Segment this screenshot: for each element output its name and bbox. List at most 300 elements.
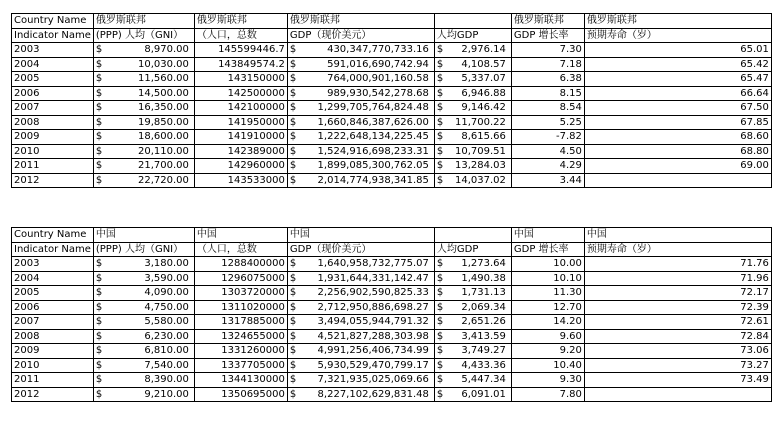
currency-symbol: $ [289,58,297,70]
data-cell[interactable] [511,300,584,315]
cell-value: 6,091.01 [461,388,506,400]
data-cell[interactable] [511,115,584,130]
header-row [12,228,772,243]
header-cell-text: Country Name [14,15,87,27]
data-cell[interactable] [93,358,194,373]
cell-value: 4,108.57 [461,58,506,70]
data-cell[interactable] [287,329,434,344]
cell-value: 68.80 [740,145,769,157]
data-cell[interactable] [93,101,194,116]
data-cell[interactable] [194,300,287,315]
data-cell[interactable] [511,387,584,402]
data-cell[interactable] [194,315,287,330]
currency-symbol: $ [289,388,297,400]
data-cell[interactable] [93,173,194,188]
data-cell[interactable] [434,57,511,72]
data-cell[interactable] [194,57,287,72]
year-cell[interactable] [12,159,94,174]
data-cell[interactable] [287,86,434,101]
year-cell[interactable] [12,315,94,330]
data-cell[interactable] [287,315,434,330]
cell-value: 65.01 [740,44,769,56]
data-cell[interactable] [93,286,194,301]
data-cell[interactable] [511,344,584,359]
data-cell[interactable] [584,344,771,359]
cell-value: 141950000 [227,116,285,128]
cell-value: 764,000,901,160.58 [327,73,429,85]
cell-value: 2009 [14,131,40,143]
currency-symbol: $ [289,287,297,299]
cell-value: 1337705000 [221,359,285,371]
data-cell[interactable] [584,43,771,58]
data-cell[interactable] [93,387,194,402]
data-cell[interactable] [93,300,194,315]
data-cell[interactable] [584,387,771,402]
cell-value: 2003 [14,258,40,270]
header-cell[interactable] [287,14,434,29]
year-cell[interactable] [12,271,94,286]
data-cell[interactable] [287,173,434,188]
data-cell[interactable] [93,72,194,87]
data-cell[interactable] [434,300,511,315]
cell-value: 1,524,916,698,233.31 [317,145,429,157]
cell-value: 1317885000 [221,316,285,328]
year-cell[interactable] [12,43,94,58]
header-cell-text: 预期寿命（岁） [586,29,657,41]
header-cell-text: 俄罗斯联邦 [95,15,146,27]
year-cell[interactable] [12,115,94,130]
cell-value: 2,069.34 [461,301,506,313]
data-cell[interactable] [287,373,434,388]
cell-value: 7.18 [559,58,582,70]
data-cell[interactable] [584,130,771,145]
data-cell[interactable] [287,144,434,159]
data-cell[interactable] [434,130,511,145]
data-cell[interactable] [511,257,584,272]
cell-value: 143533000 [227,174,285,186]
cell-value: 14.20 [553,316,582,328]
year-cell[interactable] [12,387,94,402]
cell-value: 1,731.13 [461,287,506,299]
cell-value: 2005 [14,73,40,85]
data-cell[interactable] [584,159,771,174]
data-cell[interactable] [287,387,434,402]
cell-value: 1288400000 [221,258,285,270]
data-cell[interactable] [584,358,771,373]
table-row [12,159,772,174]
cell-value: 12.70 [553,301,582,313]
data-cell[interactable] [584,315,771,330]
cell-value: 4,090.00 [144,287,189,299]
header-cell[interactable] [434,28,511,43]
data-cell[interactable] [194,344,287,359]
data-cell[interactable] [93,329,194,344]
header-cell[interactable] [584,14,771,29]
cell-value: 1,660,846,387,626.00 [317,116,429,128]
cell-value: 7,540.00 [144,359,189,371]
data-cell[interactable] [434,86,511,101]
cell-value: 67.85 [740,116,769,128]
cell-value: 2012 [14,174,40,186]
cell-value: 8,227,102,629,831.48 [317,388,429,400]
currency-symbol: $ [436,131,444,143]
cell-value: 7.80 [559,388,582,400]
header-cell[interactable] [434,14,511,29]
data-cell[interactable] [287,101,434,116]
data-cell[interactable] [93,144,194,159]
currency-symbol: $ [436,388,444,400]
data-cell[interactable] [511,86,584,101]
data-cell[interactable] [434,329,511,344]
data-cell[interactable] [194,373,287,388]
header-cell[interactable] [194,28,287,43]
data-cell[interactable] [584,57,771,72]
data-cell[interactable] [511,101,584,116]
data-cell[interactable] [584,286,771,301]
cell-value: 10,709.51 [454,145,506,157]
data-cell[interactable] [434,144,511,159]
year-cell[interactable] [12,130,94,145]
cell-value: 72.61 [740,316,769,328]
cell-value: 7.30 [559,44,582,56]
header-cell[interactable] [287,28,434,43]
data-cell[interactable] [434,271,511,286]
data-cell[interactable] [434,257,511,272]
header-cell[interactable] [194,14,287,29]
data-cell[interactable] [287,257,434,272]
data-cell[interactable] [511,144,584,159]
cell-value: 72.84 [740,330,769,342]
year-cell[interactable] [12,257,94,272]
currency-symbol: $ [95,359,103,371]
data-cell[interactable] [584,271,771,286]
data-cell[interactable] [434,358,511,373]
header-cell-text: 俄罗斯联邦 [289,15,340,27]
cell-value: 2009 [14,345,40,357]
table-row [12,43,772,58]
year-cell[interactable] [12,72,94,87]
cell-value: 65.47 [740,73,769,85]
cell-value: 9.20 [559,345,582,357]
header-cell[interactable] [511,228,584,243]
data-cell[interactable] [93,57,194,72]
data-cell[interactable] [287,358,434,373]
cell-value: 71.76 [740,258,769,270]
header-cell-text: 俄罗斯联邦 [586,15,637,27]
header-cell[interactable] [12,28,94,43]
header-cell-text: 俄罗斯联邦 [196,15,247,27]
header-cell-text: GDP（现价美元） [289,243,372,255]
currency-symbol: $ [95,330,103,342]
currency-symbol: $ [436,44,444,56]
cell-value: 1,899,085,300,762.05 [317,160,429,172]
header-cell-text: （人口，总数 [196,243,257,255]
header-cell[interactable] [434,228,511,243]
data-cell[interactable] [287,43,434,58]
year-cell[interactable] [12,173,94,188]
header-cell[interactable] [93,14,194,29]
data-cell[interactable] [93,43,194,58]
header-cell-text: Indicator Name [14,29,91,41]
currency-symbol: $ [95,287,103,299]
header-cell[interactable] [93,242,194,257]
currency-symbol: $ [95,374,103,386]
currency-symbol: $ [95,174,103,186]
data-cell[interactable] [287,300,434,315]
data-cell[interactable] [511,72,584,87]
data-cell[interactable] [287,271,434,286]
currency-symbol: $ [95,145,103,157]
data-cell[interactable] [194,173,287,188]
cell-value: 10.00 [553,258,582,270]
header-cell-text: 预期寿命（岁） [586,243,657,255]
data-cell[interactable] [287,72,434,87]
cell-value: 2,651.26 [461,316,506,328]
year-cell[interactable] [12,344,94,359]
data-cell[interactable] [93,315,194,330]
cell-value: 71.96 [740,272,769,284]
data-cell[interactable] [434,43,511,58]
data-cell[interactable] [584,373,771,388]
table-row [12,101,772,116]
currency-symbol: $ [95,116,103,128]
header-cell[interactable] [511,28,584,43]
data-cell[interactable] [511,358,584,373]
data-cell[interactable] [584,300,771,315]
data-cell[interactable] [93,159,194,174]
cell-value: 10.10 [553,272,582,284]
currency-symbol: $ [95,87,103,99]
cell-value: 2004 [14,58,40,70]
cell-value: 1,299,705,764,824.48 [317,102,429,114]
data-cell[interactable] [511,315,584,330]
cell-value: 141910000 [227,131,285,143]
cell-value: 2011 [14,160,40,172]
year-cell[interactable] [12,57,94,72]
header-cell[interactable] [12,242,94,257]
cell-value: 4.50 [559,145,582,157]
data-cell[interactable] [434,373,511,388]
header-cell-text: Country Name [14,229,87,241]
year-cell[interactable] [12,144,94,159]
header-cell[interactable] [194,242,287,257]
currency-symbol: $ [436,58,444,70]
currency-symbol: $ [436,330,444,342]
cell-value: 19,850.00 [137,116,189,128]
data-cell[interactable] [194,86,287,101]
header-cell[interactable] [93,28,194,43]
data-cell[interactable] [434,286,511,301]
header-cell-text: (PPP) 人均（GNI） [95,243,184,255]
cell-value: 2,256,902,590,825.33 [317,287,429,299]
data-cell[interactable] [93,115,194,130]
table-row [12,72,772,87]
header-cell-text: 中国 [586,229,607,241]
cell-value: 142100000 [227,102,285,114]
currency-symbol: $ [289,374,297,386]
cell-value: 2011 [14,374,40,386]
data-cell[interactable] [194,358,287,373]
data-cell[interactable] [287,115,434,130]
data-cell[interactable] [194,286,287,301]
data-cell[interactable] [194,130,287,145]
data-cell[interactable] [194,271,287,286]
data-cell[interactable] [93,373,194,388]
cell-value: 2012 [14,388,40,400]
data-cell[interactable] [194,43,287,58]
data-cell[interactable] [584,173,771,188]
data-cell[interactable] [93,257,194,272]
data-cell[interactable] [584,329,771,344]
data-cell[interactable] [584,144,771,159]
header-cell-text: （人口，总数 [196,29,257,41]
data-cell[interactable] [194,329,287,344]
cell-value: 3.44 [559,174,582,186]
header-cell[interactable] [12,14,94,29]
data-cell[interactable] [287,159,434,174]
year-cell[interactable] [12,286,94,301]
year-cell[interactable] [12,86,94,101]
cell-value: 3,413.59 [461,330,506,342]
cell-value: 2005 [14,287,40,299]
header-cell[interactable] [194,228,287,243]
cell-value: 73.06 [740,345,769,357]
cell-value: 2,014,774,938,341.85 [317,174,429,186]
year-cell[interactable] [12,373,94,388]
cell-value: 4,433.36 [461,359,506,371]
data-cell[interactable] [93,271,194,286]
data-cell[interactable] [93,130,194,145]
year-cell[interactable] [12,300,94,315]
data-cell[interactable] [194,101,287,116]
data-cell[interactable] [287,130,434,145]
cell-value: 9,210.00 [144,388,189,400]
header-cell[interactable] [584,242,771,257]
cell-value: 2003 [14,44,40,56]
cell-value: 5,580.00 [144,316,189,328]
data-cell[interactable] [434,115,511,130]
data-cell[interactable] [511,57,584,72]
cell-value: 11,700.22 [454,116,506,128]
data-cell[interactable] [434,344,511,359]
data-cell[interactable] [434,173,511,188]
header-cell[interactable] [584,228,771,243]
header-cell[interactable] [584,28,771,43]
data-cell[interactable] [194,159,287,174]
header-cell[interactable] [93,228,194,243]
currency-symbol: $ [95,73,103,85]
cell-value: 989,930,542,278.68 [327,87,429,99]
currency-symbol: $ [436,272,444,284]
cell-value: 1303720000 [221,287,285,299]
data-cell[interactable] [584,86,771,101]
data-cell[interactable] [194,72,287,87]
data-cell[interactable] [194,144,287,159]
cell-value: 1331260000 [221,345,285,357]
year-cell[interactable] [12,101,94,116]
data-cell[interactable] [434,159,511,174]
data-cell[interactable] [511,373,584,388]
data-cell[interactable] [93,344,194,359]
currency-symbol: $ [289,160,297,172]
data-cell[interactable] [434,315,511,330]
cell-value: 14,037.02 [454,174,506,186]
cell-value: 3,494,055,944,791.32 [317,316,429,328]
currency-symbol: $ [436,160,444,172]
data-cell[interactable] [287,344,434,359]
currency-symbol: $ [289,87,297,99]
data-cell[interactable] [194,115,287,130]
currency-symbol: $ [289,272,297,284]
cell-value: 21,700.00 [137,160,189,172]
russia-indicators-table [11,13,772,188]
cell-value: 1,640,958,732,775.07 [317,258,429,270]
data-cell[interactable] [287,286,434,301]
cell-value: 68.60 [740,131,769,143]
cell-value: 3,749.27 [461,345,506,357]
data-cell[interactable] [511,286,584,301]
currency-symbol: $ [95,388,103,400]
china-indicators-table [11,227,772,402]
data-cell[interactable] [584,101,771,116]
data-cell[interactable] [434,72,511,87]
data-cell[interactable] [511,130,584,145]
header-cell[interactable] [434,242,511,257]
year-cell[interactable] [12,358,94,373]
cell-value: 3,180.00 [144,258,189,270]
data-cell[interactable] [511,43,584,58]
cell-value: 1,273.64 [461,258,506,270]
header-row [12,14,772,29]
header-cell[interactable] [287,242,434,257]
cell-value: 4,750.00 [144,301,189,313]
header-cell[interactable] [287,228,434,243]
data-cell[interactable] [194,387,287,402]
cell-value: 8.15 [559,87,582,99]
data-cell[interactable] [511,329,584,344]
cell-value: 430,347,770,733.16 [327,44,429,56]
data-cell[interactable] [434,101,511,116]
cell-value: 1311020000 [221,301,285,313]
header-cell-text: (PPP) 人均（GNI） [95,29,184,41]
cell-value: 8,615.66 [461,131,506,143]
header-cell-text: 人均GDP [436,29,479,41]
table-row [12,329,772,344]
header-cell[interactable] [511,242,584,257]
cell-value: 2007 [14,102,40,114]
header-cell[interactable] [12,228,94,243]
currency-symbol: $ [289,330,297,342]
data-cell[interactable] [511,271,584,286]
data-cell[interactable] [93,86,194,101]
table-row [12,300,772,315]
header-cell[interactable] [511,14,584,29]
data-cell[interactable] [511,173,584,188]
data-cell[interactable] [434,387,511,402]
data-cell[interactable] [287,57,434,72]
currency-symbol: $ [436,301,444,313]
data-cell[interactable] [511,159,584,174]
data-cell[interactable] [584,72,771,87]
cell-value: 16,350.00 [137,102,189,114]
data-cell[interactable] [584,115,771,130]
data-cell[interactable] [194,257,287,272]
table-row [12,271,772,286]
data-cell[interactable] [584,257,771,272]
header-cell-text: GDP 增长率 [513,29,569,41]
cell-value: 143150000 [227,73,285,85]
year-cell[interactable] [12,329,94,344]
